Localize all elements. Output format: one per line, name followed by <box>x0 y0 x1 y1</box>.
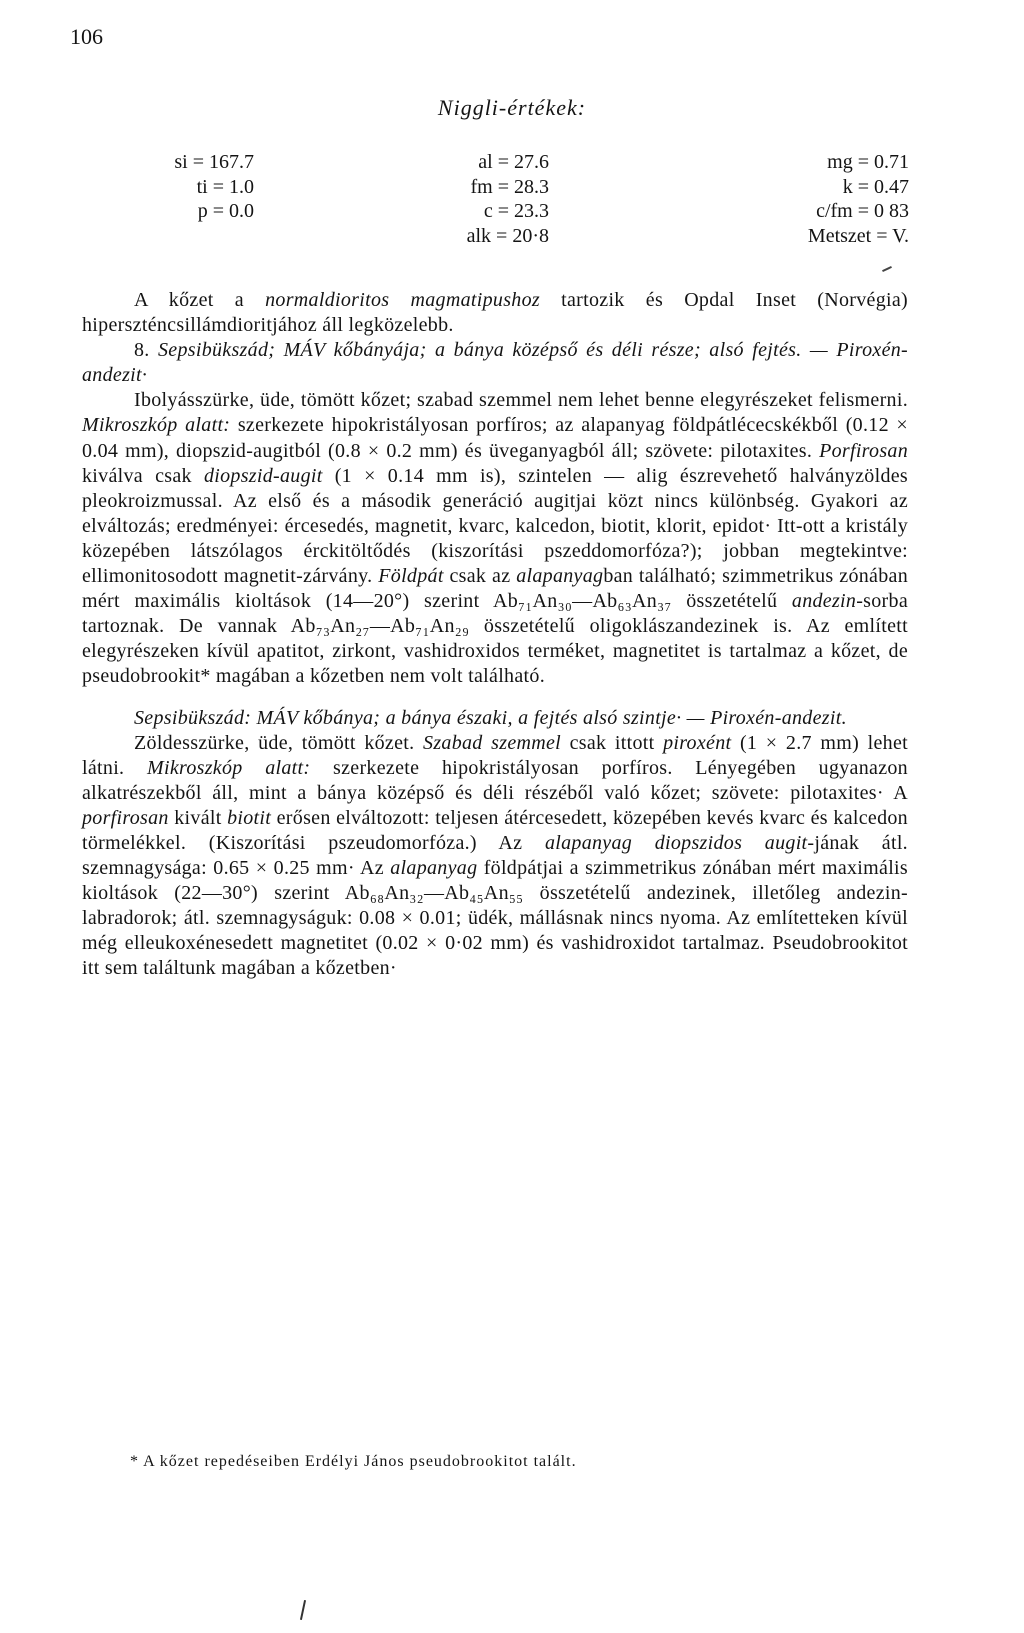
niggli-heading: Niggli-értékek: <box>437 95 587 120</box>
niggli-value: Metszet = V. <box>807 224 909 247</box>
footnote: * A kőzet repedéseiben Erdélyi János pseudobrookitot talált. <box>130 1453 577 1470</box>
paragraph-classification: A kőzet a normaldioritos magmatipushoz tartozik és Opdal Inset (Norvégia) hiperszténcsillámdioritjához áll legközelebb. <box>82 289 908 337</box>
niggli-values-table <box>0 150 1024 280</box>
niggli-value: si = 167.7 <box>174 151 254 173</box>
scan-speck <box>300 1600 306 1620</box>
paragraph-description-1: Ibolyásszürke, üde, tömött kőzet; szabad szemmel nem lehet benne elegyrészeket felismerni. Mikroszkóp alatt: szerkezete hipokristályosan porfíros; az alapanyag földpátlécecskékből (0.12 × 0.04 mm), diopszid-augitból (0.8 × 0.2 mm) és üveganyagból áll; szövete: pilotaxites. Porfirosan kiválva csak diopszid-augit (1 × 0.14 mm is), szintelen — alig észrevehető halványzöldes pleokroizmussal. Az első és a második generáció augitjai közt nincs különbség. Gyakori az elváltozás; eredményei: ércesedés, magnetit, kvarc, kalcedon, biotit, klorit, epidot· Itt-ott a kristály közepében látszólagos érckitöltődés (kiszorítási pszeddomorfóza?); jobban megtekintve: ellimonitosodott magnetit-zárvány. Földpát csak az alapanyagban található; szimmetrikus zónában mért maximális kioltások (14—20°) szerint Ab₇₁An₃₀—Ab₆₃An₃₇ összetételű andezin-sorba tartoznak. De vannak Ab₇₃An₂₇—Ab₇₁An₂₉ összetételű oligoklászandezinek is. Az említett elegyrészeken kívül apatitot, zirkont, vashidroxidos terméket, magnetitet is tartalmaz a kőzet, de pseudobrookit* magában a kőzetben nem volt található. <box>82 389 909 688</box>
niggli-values-column-3 <box>808 150 909 248</box>
page-number: 106 <box>70 24 103 49</box>
niggli-value: c/fm = 0 83 <box>816 200 909 222</box>
niggli-value: k = 0.47 <box>842 175 909 198</box>
paragraph-description-2: Zöldesszürke, üde, tömött kőzet. Szabad szemmel csak ittott piroxént (1 × 2.7 mm) lehet látni. Mikroszkóp alatt: szerkezete hipokristályosan porfíros. Lényegében ugyanazon alkatrészekből áll, mint a bánya középső és déli részéből való kőzet; szövete: pilotaxites· A porfirosan kivált biotit erősen elváltozott: teljesen átércesedett, közepében kevés kvarc és kalcedon törmelékkel. (Kiszorítási pszeudomorfóza.) Az alapanyag diopszidos augit-jának átl. szemnagysága: 0.65 × 0.25 mm· Az alapanyag földpátjai a szimmetrikus zónában mért maximális kioltások (22—30°) szerint Ab₆₈An₃₂—Ab₄₅An₅₅ összetételű andezinek, illetőleg andezin-labradorok; átl. szemnagyságuk: 0.08 × 0.01; üdék, mállásnak nincs nyoma. Az említetteken kívül még elleukoxénesedett magnetitet (0.02 × 0·02 mm) és vashidroxidot tartalmaz. Pseudobrookitot itt sem találtunk magában a kőzetben· <box>82 731 908 980</box>
niggli-values-column-2 <box>467 150 549 248</box>
niggli-value: c = 23.3 <box>483 200 549 222</box>
niggli-value: alk = 20·8 <box>466 224 549 247</box>
section-heading-8: 8. Sepsibükszád; MÁV kőbányája; a bánya középső és déli része; alsó fejtés. — Piroxén-andezit· <box>82 339 908 387</box>
niggli-values-column-1 <box>174 150 254 224</box>
section-heading-north: Sepsibükszád: MÁV kőbánya; a bánya északi, a fejtés alsó szintje· — Piroxén-andezit. <box>134 706 847 729</box>
body-text <box>82 288 908 982</box>
niggli-value: al = 27.6 <box>478 151 549 173</box>
niggli-value: ti = 1.0 <box>196 175 254 198</box>
niggli-value: mg = 0.71 <box>827 151 909 173</box>
niggli-value: fm = 28.3 <box>470 175 549 198</box>
niggli-value: p = 0.0 <box>197 200 254 222</box>
